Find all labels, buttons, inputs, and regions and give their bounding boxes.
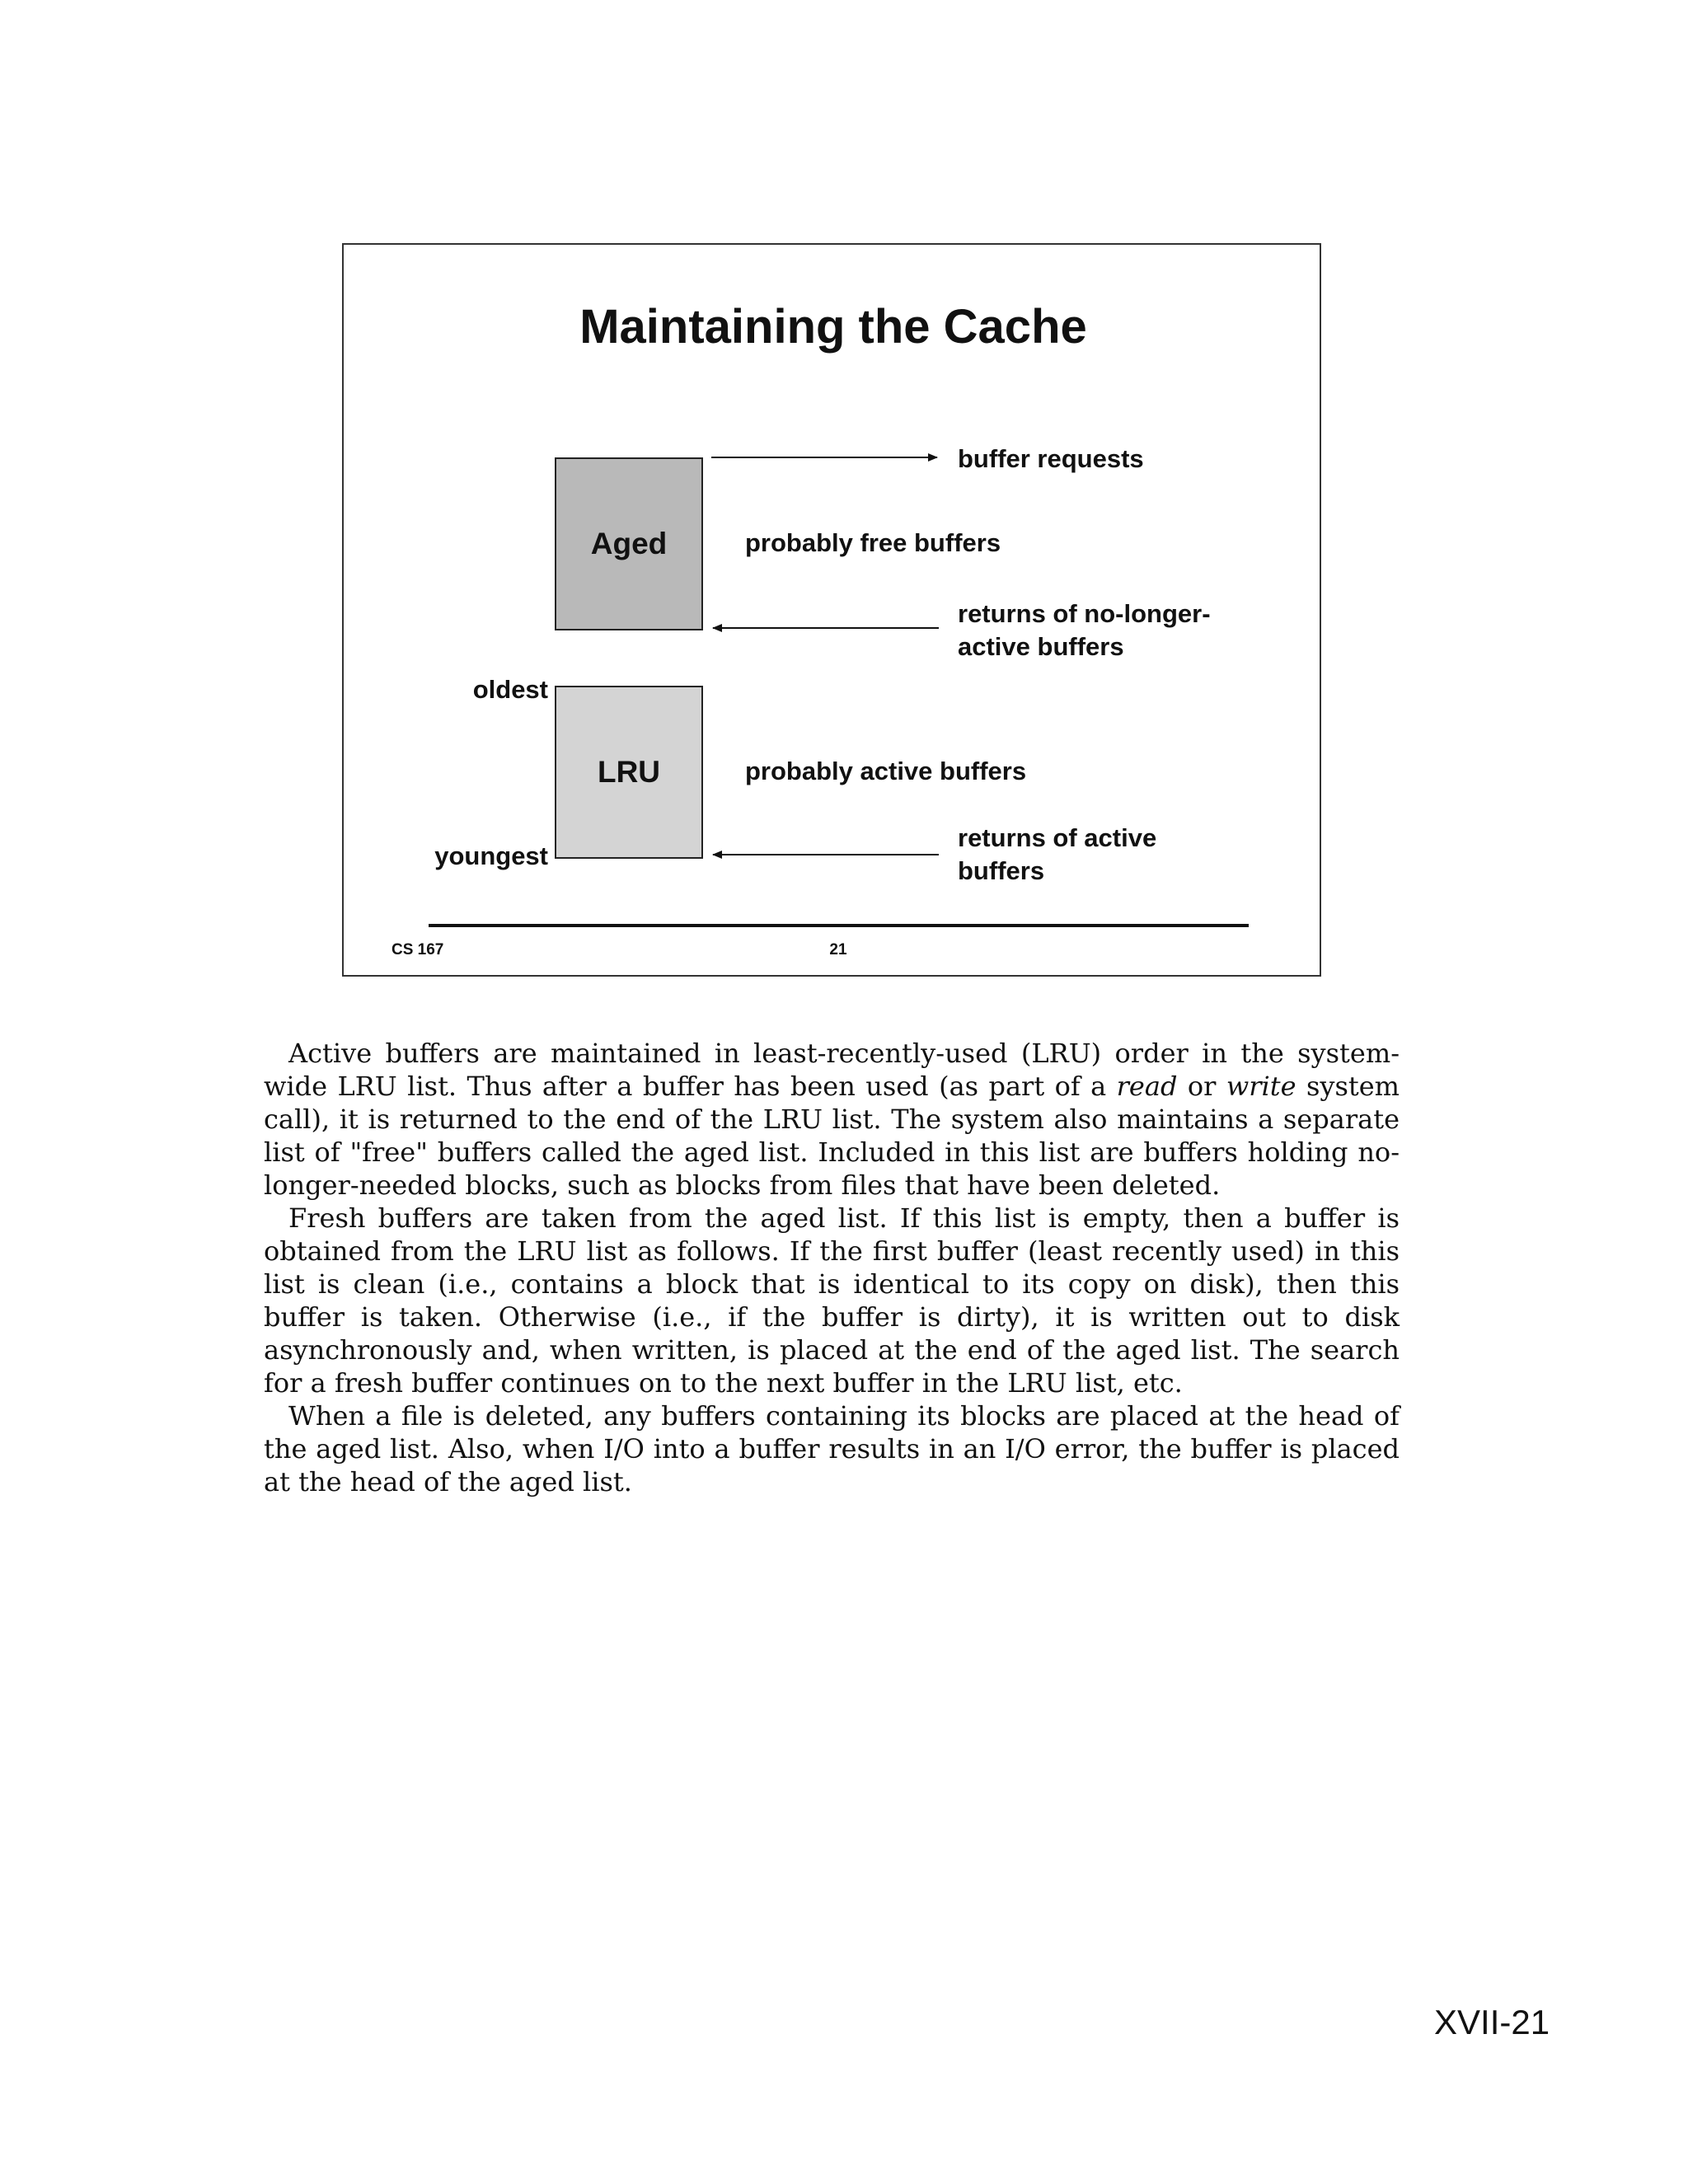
returns-no-longer-active-label-line1: returns of no-longer- <box>958 599 1211 628</box>
page-number: XVII-21 <box>1434 2003 1550 2041</box>
returns-no-longer-active-label-line2: active buffers <box>958 632 1124 661</box>
paragraph-fresh-buffers: Fresh buffers are taken from the aged list. If this list is empty, then a buffer is obtained from the LRU list as follows. If the first buffer (least recently used) in this list is clean (i.e., contains a block that is identical to its copy on disk), then this buffer is taken. Otherwise (i.e., if the buffer is dirty), it is written out to disk asynchronously and, when written, is placed at the end of the aged list. The search for a fresh buffer continues on to the next buffer in the LRU list, etc. <box>264 1202 1400 1399</box>
aged-list-box: Aged <box>555 457 703 630</box>
returns-active-label-line1: returns of active <box>958 823 1157 852</box>
slide-footer-rule <box>429 924 1249 927</box>
paragraph-1-emphasis-read: read <box>1116 1071 1178 1102</box>
paragraph-file-deleted: When a file is deleted, any buffers containing its blocks are placed at the head of the aged list. Also, when I/O into a buffer results in an I/O error, the buffer is placed at the head of the aged list. <box>264 1400 1400 1497</box>
probably-active-buffers-label: probably active buffers <box>745 757 1027 785</box>
body-text <box>264 1037 1400 1498</box>
oldest-label: oldest <box>472 675 548 704</box>
lru-list-box: LRU <box>555 686 703 859</box>
paragraph-1-text-b: or <box>1177 1071 1226 1102</box>
slide-footer-number: 21 <box>829 941 847 958</box>
paragraph-lru-list <box>264 1037 1400 1202</box>
youngest-label: youngest <box>434 841 548 870</box>
returns-active-label-line2: buffers <box>958 856 1045 885</box>
slide-title: Maintaining the Cache <box>579 300 1087 354</box>
slide-footer-course: CS 167 <box>392 941 444 958</box>
paragraph-1-text-a: Active buffers are maintained in least-recently-used (LRU) order in the system-wide LRU list. Thus after a buffer has been used (as part of a <box>264 1038 1400 1102</box>
paragraph-1-text-c: system call), it is returned to the end of the LRU list. The system also maintains a separate list of "free" buffers called the aged list. Included in this list are buffers holding no-longer-needed blocks, such as blocks from files that have been deleted. <box>264 1071 1400 1201</box>
paragraph-1-emphasis-write: write <box>1226 1071 1296 1102</box>
probably-free-buffers-label: probably free buffers <box>745 528 1001 557</box>
buffer-requests-label: buffer requests <box>958 444 1144 473</box>
slide-figure <box>342 243 1321 977</box>
